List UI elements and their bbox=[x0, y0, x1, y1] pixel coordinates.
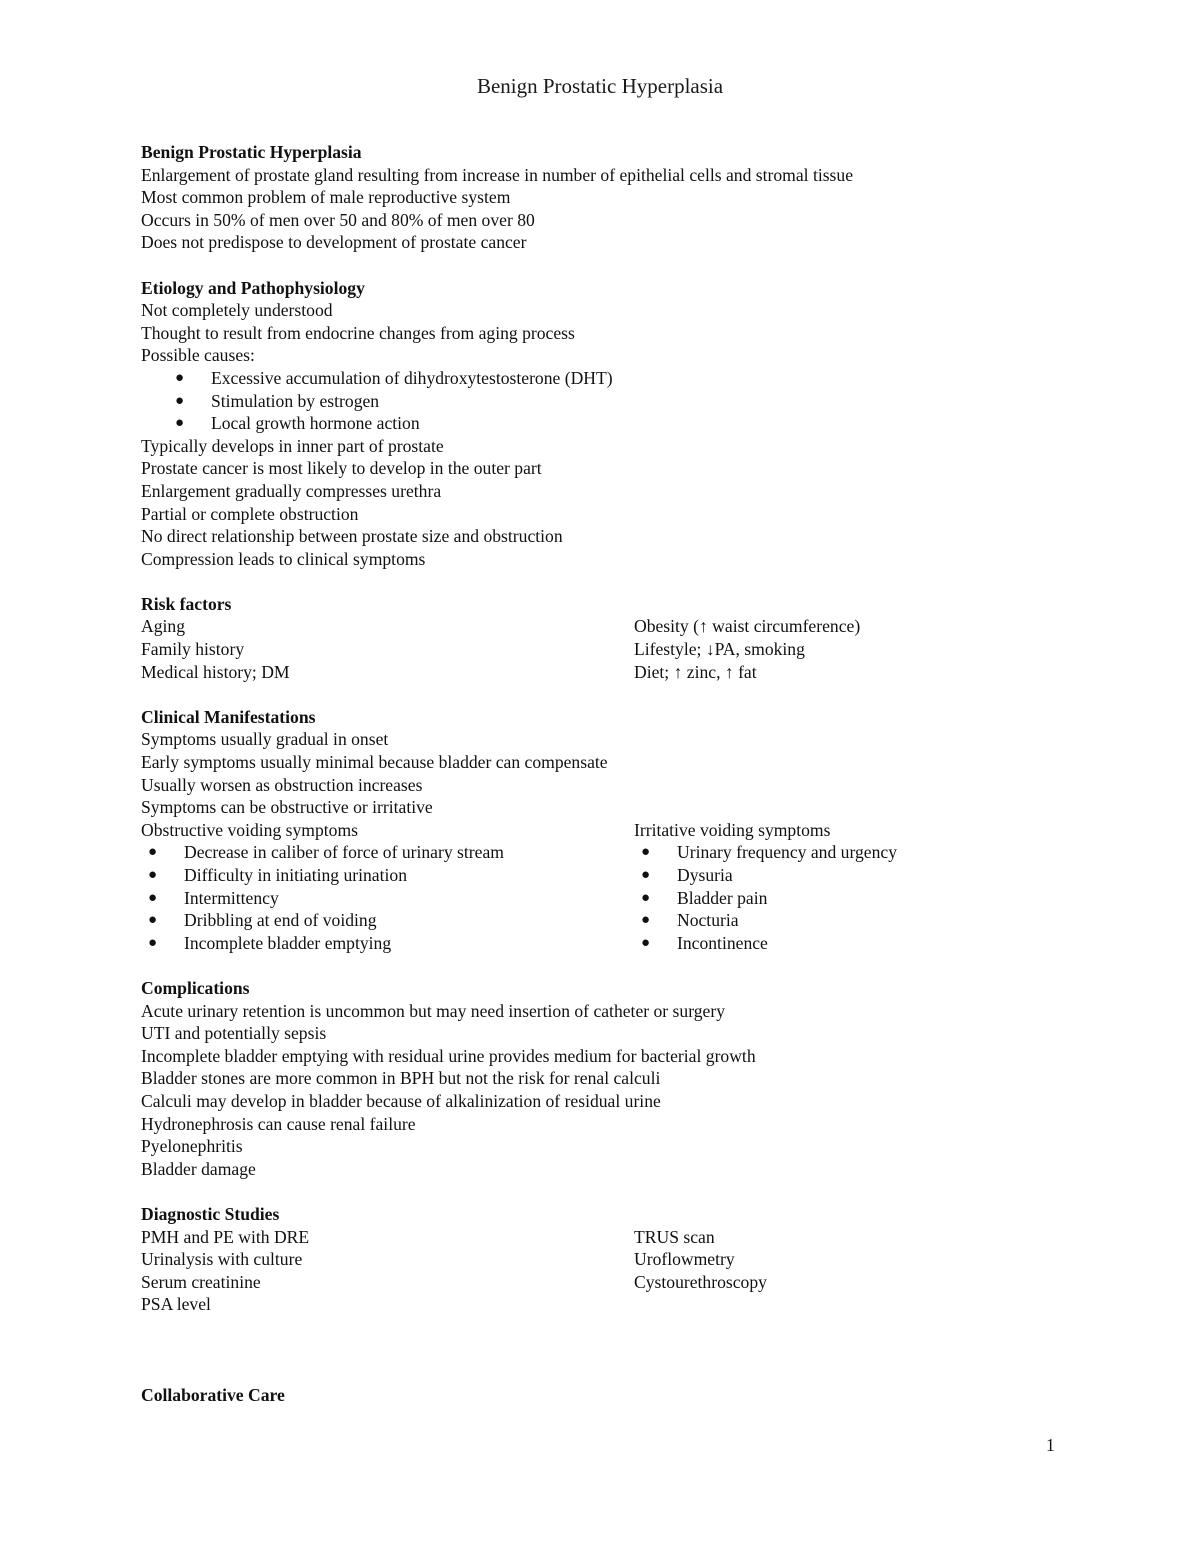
bullet-icon: ● bbox=[175, 415, 185, 432]
page-number: 1 bbox=[1046, 1435, 1055, 1455]
text-line: Cystourethroscopy bbox=[634, 1271, 767, 1292]
bullet-icon: ● bbox=[641, 844, 651, 861]
text-line: Symptoms usually gradual in onset bbox=[141, 729, 389, 750]
bullet-icon: ● bbox=[148, 867, 158, 883]
bullet-icon: ● bbox=[641, 867, 651, 883]
list-item bbox=[141, 367, 1091, 390]
list-item bbox=[141, 412, 1091, 435]
text-line: Bladder stones are more common in BPH but not the risk for renal calculi bbox=[141, 1068, 661, 1089]
bullet-icon: ● bbox=[641, 889, 651, 906]
text-line: Family history bbox=[141, 639, 245, 660]
risk-factors-right bbox=[634, 615, 1084, 683]
text-line: Lifestyle; ↓PA, smoking bbox=[634, 639, 805, 660]
list-item-text: Difficulty in initiating urination bbox=[184, 865, 407, 885]
section-heading-risk-factors: Risk factors bbox=[141, 593, 232, 614]
text-line: Symptoms can be obstructive or irritative bbox=[141, 797, 433, 818]
text-line: Prostate cancer is most likely to develop in the outer part bbox=[141, 458, 542, 479]
diagnostic-columns bbox=[141, 1226, 1091, 1316]
text-line: Medical history; DM bbox=[141, 661, 290, 682]
text-line: UTI and potentially sepsis bbox=[141, 1023, 327, 1044]
bullet-icon: ● bbox=[175, 392, 185, 409]
bullet-icon: ● bbox=[148, 934, 158, 951]
text-line: Incomplete bladder emptying with residual urine provides medium for bacterial growth bbox=[141, 1045, 756, 1066]
text-line: Hydronephrosis can cause renal failure bbox=[141, 1113, 416, 1134]
text-line: Occurs in 50% of men over 50 and 80% of men over 80 bbox=[141, 209, 535, 230]
text-line: Uroflowmetry bbox=[634, 1249, 735, 1270]
list-item bbox=[141, 887, 634, 910]
list-item bbox=[634, 932, 1084, 955]
irritative-title: Irritative voiding symptoms bbox=[634, 819, 831, 840]
list-item-text: Intermittency bbox=[184, 887, 279, 908]
document-body bbox=[141, 141, 1091, 1406]
text-line: Aging bbox=[141, 616, 185, 637]
list-item-text: Stimulation by estrogen bbox=[211, 390, 380, 411]
text-line: Diet; ↑ zinc, ↑ fat bbox=[634, 661, 757, 682]
obstructive-title: Obstructive voiding symptoms bbox=[141, 819, 358, 840]
text-line: TRUS scan bbox=[634, 1226, 715, 1247]
bullet-icon: ● bbox=[175, 369, 185, 386]
risk-factors-columns bbox=[141, 615, 1091, 683]
text-line: Urinalysis with culture bbox=[141, 1249, 303, 1270]
text-line: Typically develops in inner part of prostate bbox=[141, 435, 444, 456]
section-heading-diagnostic-studies: Diagnostic Studies bbox=[141, 1203, 280, 1224]
section-heading-etiology: Etiology and Pathophysiology bbox=[141, 277, 365, 298]
text-line: Not completely understood bbox=[141, 300, 333, 321]
list-item-text: Decrease in caliber of force of urinary stream bbox=[184, 842, 504, 863]
text-line: Partial or complete obstruction bbox=[141, 503, 359, 524]
list-item bbox=[634, 887, 1084, 910]
list-item-text: Incomplete bladder emptying bbox=[184, 932, 392, 953]
list-item-text: Dysuria bbox=[677, 865, 733, 885]
list-item-text: Excessive accumulation of dihydroxytestosterone (DHT) bbox=[211, 367, 613, 388]
list-item-text: Bladder pain bbox=[677, 887, 768, 908]
list-item bbox=[141, 864, 634, 887]
risk-factors-left bbox=[141, 615, 634, 683]
text-line: Pyelonephritis bbox=[141, 1136, 243, 1157]
text-line: Calculi may develop in bladder because of alkalinization of residual urine bbox=[141, 1090, 661, 1111]
section-heading-collaborative-care: Collaborative Care bbox=[141, 1384, 285, 1405]
bullet-icon: ● bbox=[148, 889, 158, 906]
list-item-text: Local growth hormone action bbox=[211, 413, 420, 434]
bullet-icon: ● bbox=[641, 912, 651, 929]
obstructive-symptoms bbox=[141, 819, 634, 955]
text-line: Compression leads to clinical symptoms bbox=[141, 548, 426, 569]
section-heading-clinical-manifestations: Clinical Manifestations bbox=[141, 706, 316, 727]
list-item bbox=[141, 909, 634, 932]
list-item bbox=[141, 390, 1091, 413]
list-item bbox=[634, 864, 1084, 887]
text-line: Enlargement gradually compresses urethra bbox=[141, 480, 442, 501]
diagnostic-right bbox=[634, 1226, 1084, 1294]
list-item bbox=[141, 932, 634, 955]
list-item-text: Incontinence bbox=[677, 932, 768, 953]
bullet-icon: ● bbox=[641, 934, 651, 951]
text-line: Bladder damage bbox=[141, 1158, 256, 1179]
text-line: Early symptoms usually minimal because bladder can compensate bbox=[141, 752, 608, 773]
list-item bbox=[634, 909, 1084, 932]
section-heading-bph: Benign Prostatic Hyperplasia bbox=[141, 142, 362, 162]
text-line: Obesity (↑ waist circumference) bbox=[634, 616, 861, 637]
text-line: Enlargement of prostate gland resulting from increase in number of epithelial cells and stromal tissue bbox=[141, 164, 854, 185]
text-line: Thought to result from endocrine changes from aging process bbox=[141, 322, 575, 343]
diagnostic-left bbox=[141, 1226, 634, 1316]
list-item-text: Dribbling at end of voiding bbox=[184, 910, 377, 931]
text-line: Possible causes: bbox=[141, 345, 255, 366]
text-line: Most common problem of male reproductive system bbox=[141, 187, 511, 208]
page-title: Benign Prostatic Hyperplasia bbox=[476, 74, 724, 98]
text-line: PSA level bbox=[141, 1294, 211, 1315]
text-line: Serum creatinine bbox=[141, 1271, 261, 1292]
voiding-symptoms-columns bbox=[141, 819, 1091, 955]
text-line: Acute urinary retention is uncommon but may need insertion of catheter or surgery bbox=[141, 1000, 726, 1021]
text-line: PMH and PE with DRE bbox=[141, 1226, 310, 1247]
list-item bbox=[141, 841, 634, 864]
section-heading-complications: Complications bbox=[141, 977, 250, 998]
list-item-text: Urinary frequency and urgency bbox=[677, 842, 897, 863]
list-item-text: Nocturia bbox=[677, 910, 739, 931]
text-line: Does not predispose to development of prostate cancer bbox=[141, 232, 527, 253]
bullet-icon: ● bbox=[148, 844, 158, 861]
text-line: Usually worsen as obstruction increases bbox=[141, 774, 423, 795]
bullet-icon: ● bbox=[148, 912, 158, 929]
irritative-symptoms bbox=[634, 819, 1084, 955]
text-line: No direct relationship between prostate size and obstruction bbox=[141, 526, 563, 547]
list-item bbox=[634, 841, 1084, 864]
